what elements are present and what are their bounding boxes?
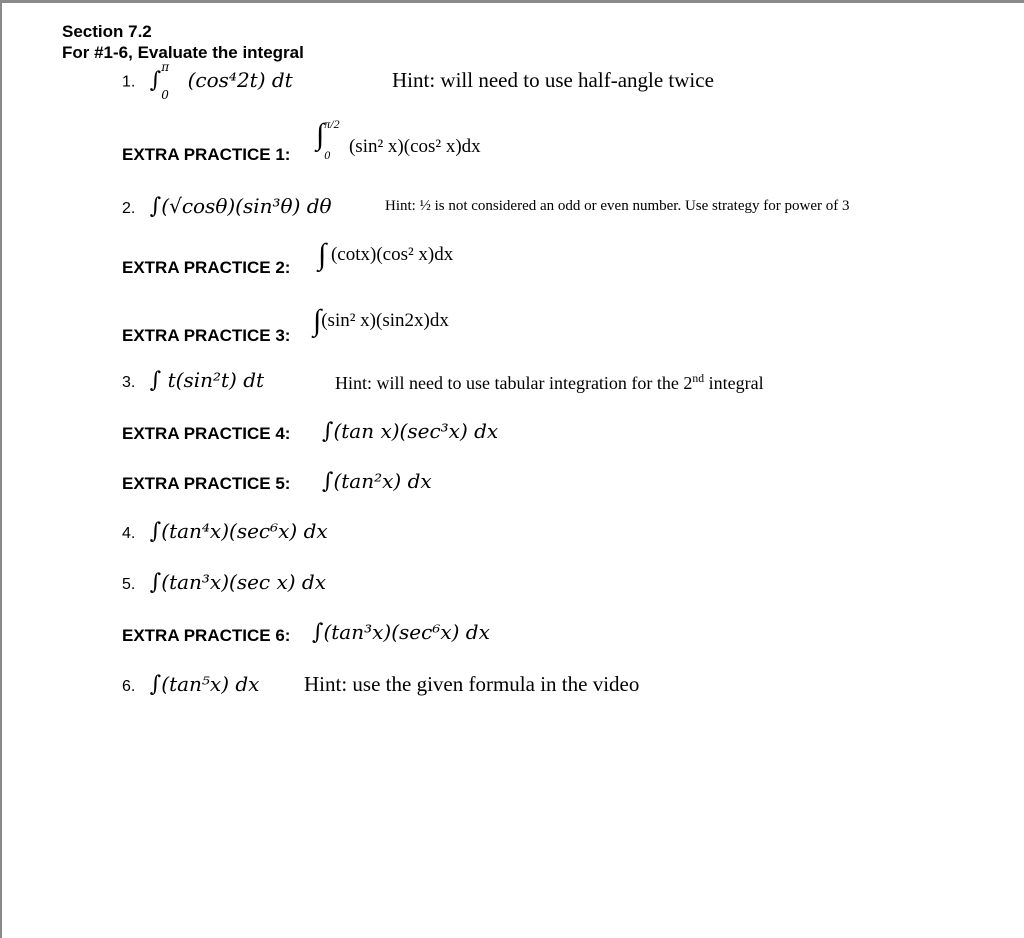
problem-3 <box>122 368 264 393</box>
extra-practice-2-expression <box>318 240 453 270</box>
integral-sign: ∫ <box>149 519 162 544</box>
problem-6 <box>122 672 259 697</box>
integral-limits: π/2 0 <box>324 116 340 162</box>
integral-sign: ∫ <box>316 118 325 151</box>
problem-2-expression <box>150 194 332 218</box>
page-left-border <box>0 0 2 938</box>
problem-5-integrand: (tan³x)(sec x) dx <box>161 570 326 594</box>
extra-practice-5-expression <box>322 469 432 494</box>
problem-number: 3. <box>122 374 136 391</box>
extra-practice-2-label: EXTRA PRACTICE 2: <box>122 258 291 277</box>
problem-1 <box>122 60 293 102</box>
problem-number: 4. <box>122 525 136 542</box>
integral-sign: ∫ <box>322 419 334 444</box>
problem-2 <box>122 194 332 219</box>
extra-practice-4-integrand: (tan x)(sec³x) dx <box>333 419 499 443</box>
problem-3-integrand: t(sin²t) dt <box>167 368 265 392</box>
instructions-subtitle: For #1-6, Evaluate the integral <box>62 43 304 62</box>
page-top-border <box>0 0 1024 3</box>
problem-4-expression <box>150 519 328 543</box>
extra-practice-2-integrand: (cotx)(cos² x)dx <box>330 244 454 265</box>
section-title: Section 7.2 <box>62 22 152 41</box>
problem-1-integrand: (cos⁴2t) dt <box>187 67 293 92</box>
problem-6-hint: Hint: use the given formula in the video <box>304 672 640 696</box>
problem-1-expression <box>149 60 293 102</box>
problem-number: 2. <box>122 200 136 217</box>
problem-2-integrand: (√cosθ)(sin³θ) dθ <box>161 194 332 218</box>
problem-3-expression <box>150 368 264 392</box>
problem-5 <box>122 570 326 595</box>
integral-sign: ∫ <box>313 304 322 337</box>
integral-sign: ∫ <box>149 672 162 697</box>
integral-limits: π 0 <box>161 60 170 102</box>
extra-practice-5-label: EXTRA PRACTICE 5: <box>122 474 291 493</box>
extra-practice-3-integrand: (sin² x)(sin2x)dx <box>321 310 449 331</box>
extra-practice-4-expression <box>322 419 498 444</box>
extra-practice-6-expression <box>312 620 490 645</box>
extra-practice-6-integrand: (tan³x)(sec⁶x) dx <box>323 620 490 644</box>
integral-sign: ∫ <box>318 238 327 271</box>
integral-sign: ∫ <box>149 570 162 595</box>
problem-1-hint: Hint: will need to use half-angle twice <box>392 68 714 92</box>
integral-sign: ∫ <box>149 67 162 93</box>
integral-sign: ∫ <box>322 469 334 494</box>
problem-3-hint: Hint: will need to use tabular integration for the 2nd integral <box>335 372 764 393</box>
problem-5-expression <box>150 570 326 594</box>
problem-4-integrand: (tan⁴x)(sec⁶x) dx <box>161 519 328 543</box>
extra-practice-4-label: EXTRA PRACTICE 4: <box>122 424 291 443</box>
problem-4 <box>122 519 328 544</box>
integral-sign: ∫ <box>149 194 162 219</box>
problem-6-expression <box>150 672 260 696</box>
problem-6-integrand: (tan⁵x) dx <box>161 672 260 696</box>
problem-2-hint: Hint: ½ is not considered an odd or even number. Use strategy for power of 3 <box>385 198 850 214</box>
problem-number: 6. <box>122 678 136 695</box>
extra-practice-1-label: EXTRA PRACTICE 1: <box>122 145 291 164</box>
extra-practice-1-expression <box>316 116 481 162</box>
integral-sign: ∫ <box>312 620 324 645</box>
extra-practice-1-integrand: (sin² x)(cos² x)dx <box>348 136 481 157</box>
extra-practice-6-label: EXTRA PRACTICE 6: <box>122 626 291 645</box>
integral-sign: ∫ <box>149 368 162 393</box>
extra-practice-3-expression <box>313 306 449 336</box>
problem-number: 5. <box>122 576 136 593</box>
problem-number: 1. <box>122 73 136 91</box>
extra-practice-3-label: EXTRA PRACTICE 3: <box>122 326 291 345</box>
extra-practice-5-integrand: (tan²x) dx <box>333 469 432 493</box>
